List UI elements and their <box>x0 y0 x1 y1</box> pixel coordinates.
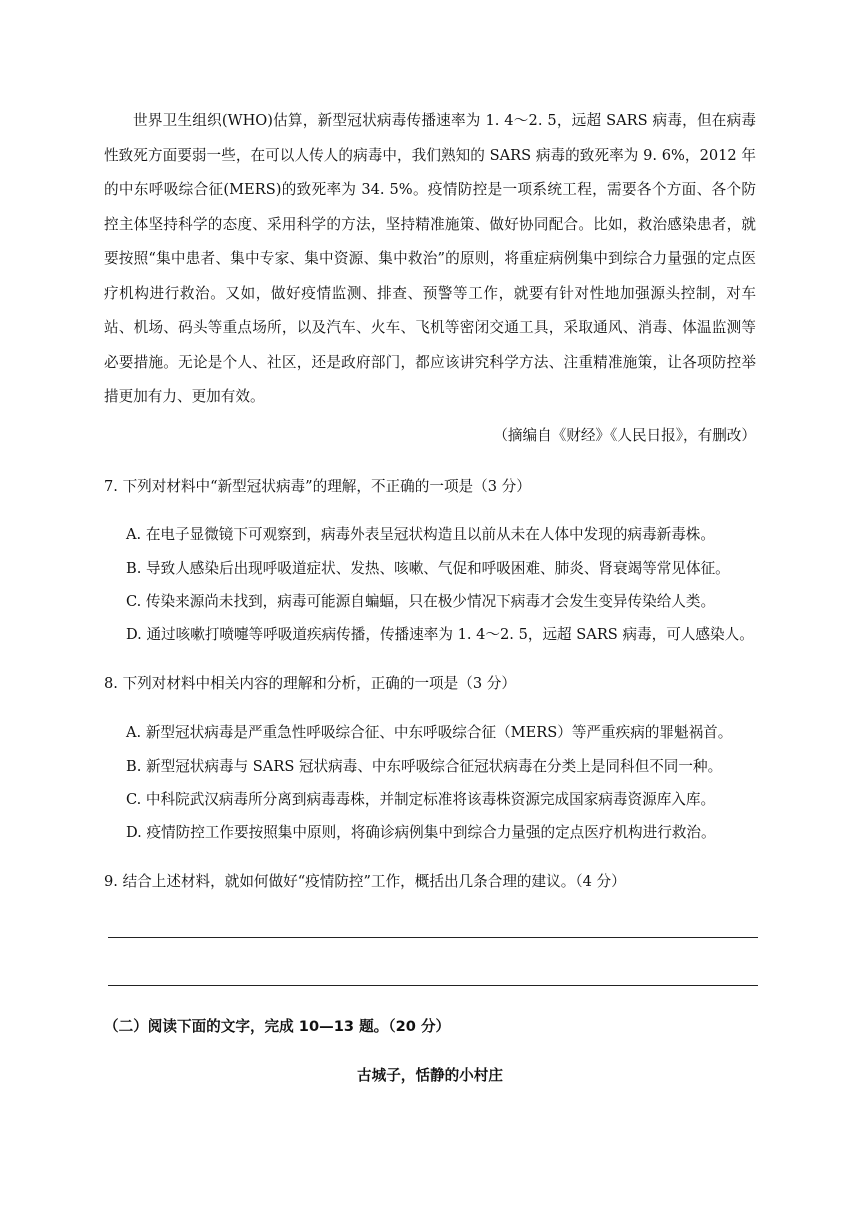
question-8-option-d: D. 疫情防控工作要按照集中原则，将确诊病例集中到综合力量强的定点医疗机构进行救治。 <box>126 824 716 841</box>
passage-source: （摘编自《财经》《人民日报》，有删改） <box>493 427 756 444</box>
article-title: 古城子，恬静的小村庄 <box>357 1067 503 1084</box>
question-7-stem: 7. 下列对材料中“新型冠状病毒”的理解，不正确的一项是（3 分） <box>104 478 531 495</box>
answer-line-2 <box>108 985 758 986</box>
question-7-option-b: B. 导致人感染后出现呼吸道症状、发热、咳嗽、气促和呼吸困难、肺炎、肾衰竭等常见体征。 <box>126 560 730 577</box>
question-9-stem: 9. 结合上述材料，就如何做好“疫情防控”工作，概括出几条合理的建议。（4 分） <box>104 873 626 890</box>
reading-passage: 世界卫生组织(WHO)估算，新型冠状病毒传播速率为 1. 4～2. 5，远超 SARS 病毒，但在病毒性致死方面要弱一些，在可以人传人的病毒中，我们熟知的 SARS 病毒的致死率为 9. 6%，2012 年的中东呼吸综合征(MERS)的致死率为 34. 5%。疫情防控是一项系统工程，需要各个方面、各个防控主体坚持科学的态度、采用科学的方法，坚持精准施策、做好协同配合。比如，救治感染患者，就要按照“集中患者、集中专家、集中资源、集中救治”的原则，将重症病例集中到综合力量强的定点医疗机构进行救治。又如，做好疫情监测、排查、预警等工作，就要有针对性地加强源头控制，对车站、机场、码头等重点场所，以及汽车、火车、飞机等密闭交通工具，采取通风、消毒、体温监测等必要措施。无论是个人、社区，还是政府部门，都应该讲究科学方法、注重精准施策，让各项防控举措更加有力、更加有效。 <box>104 112 756 405</box>
question-8-option-a: A. 新型冠状病毒是严重急性呼吸综合征、中东呼吸综合征（MERS）等严重疾病的罪魁祸首。 <box>126 724 733 741</box>
question-7-option-d: D. 通过咳嗽打喷嚏等呼吸道疾病传播，传播速率为 1. 4～2. 5，远超 SARS 病毒，可人感染人。 <box>126 626 754 643</box>
question-7-option-c: C. 传染来源尚未找到，病毒可能源自蝙蝠，只在极少情况下病毒才会发生变异传染给人类。 <box>126 593 716 610</box>
question-8-option-c: C. 中科院武汉病毒所分离到病毒毒株，并制定标准将该毒株资源完成国家病毒资源库入库。 <box>126 791 716 808</box>
answer-line-1 <box>108 937 758 938</box>
section-2-heading: （二）阅读下面的文字，完成 10—13 题。（20 分） <box>104 1018 451 1035</box>
question-8-stem: 8. 下列对材料中相关内容的理解和分析，正确的一项是（3 分） <box>104 675 516 692</box>
question-8-option-b: B. 新型冠状病毒与 SARS 冠状病毒、中东呼吸综合征冠状病毒在分类上是同科但不同一种。 <box>126 758 723 775</box>
question-7-option-a: A. 在电子显微镜下可观察到，病毒外表呈冠状构造且以前从未在人体中发现的病毒新毒株。 <box>126 526 715 543</box>
